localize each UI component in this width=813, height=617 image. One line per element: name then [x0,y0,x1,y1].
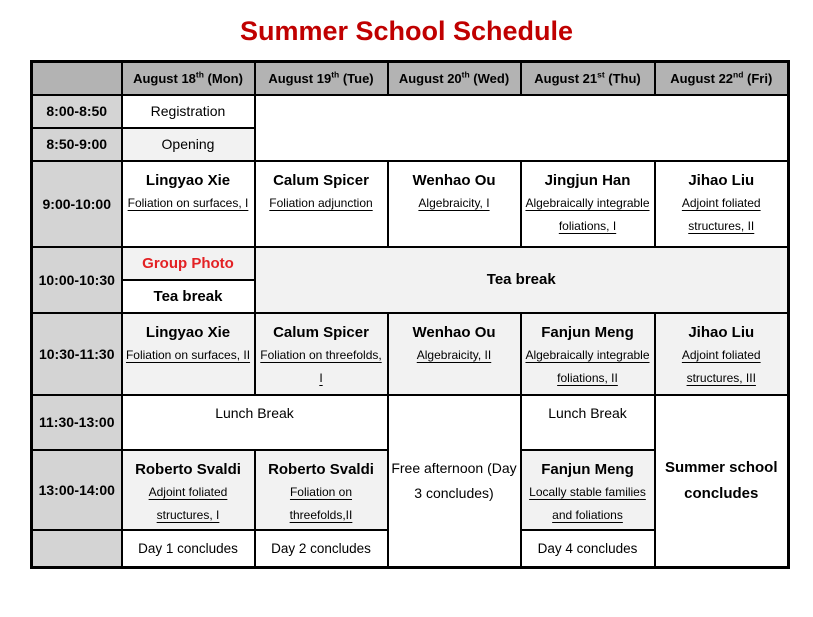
header-date: August 18 [133,70,196,86]
time-cell-0850: 8:50-9:00 [32,128,122,161]
header-tuesday [255,62,388,95]
header-thursday [521,62,655,95]
speaker-name: Fanjun Meng [541,323,634,341]
header-weekday: (Wed) [469,70,510,86]
schedule-table [30,60,790,569]
header-monday [122,62,255,95]
cell-day1-concludes: Day 1 concludes [122,530,255,568]
header-date: August 19 [268,70,332,86]
row-0800 [32,95,789,128]
time-cell-0900: 9:00-10:00 [32,161,122,247]
cell-talk-wed-mid [388,313,521,395]
cell-talk-fri-mid [655,313,789,395]
cell-lunch-thu: Lunch Break [521,395,655,450]
cell-opening: Opening [122,128,255,161]
cell-free-afternoon: Free afternoon (Day 3 concludes) [388,395,521,568]
schedule-page [0,16,813,569]
row-1030 [32,313,789,395]
row-0900 [32,161,789,247]
speaker-name: Lingyao Xie [145,171,231,189]
talk-title: Foliation adjunction [269,195,373,210]
cell-talk-thu-am [521,161,655,247]
cell-talk-thu-pm [521,450,655,530]
speaker-name: Jihao Liu [688,171,755,189]
talk-title: Foliation on surfaces, II [125,347,251,362]
talk-title: Adjoint foliated structures, II [681,195,761,233]
cell-tea-break-mon: Tea break [122,280,255,313]
speaker-name: Jingjun Han [544,171,631,189]
cell-registration: Registration [122,95,255,128]
talk-title: Adjoint foliated structures, I [148,484,228,522]
cell-day4-concludes: Day 4 concludes [521,530,655,568]
ordinal-superscript: st [597,69,605,80]
speaker-name: Calum Spicer [273,323,369,341]
ordinal-superscript: th [195,69,204,80]
time-cell-1000: 10:00-10:30 [32,247,122,313]
talk-title: Algebraicity, II [416,347,492,362]
cell-talk-mon-am [122,161,255,247]
talk-title: Locally stable families and foliations [529,484,646,522]
header-wednesday [388,62,521,95]
cell-day2-concludes: Day 2 concludes [255,530,388,568]
cell-lunch-mon-tue: Lunch Break [122,395,388,450]
speaker-name: Calum Spicer [273,171,369,189]
header-date: August 21 [534,70,598,86]
row-1000-group-photo [32,247,789,280]
header-weekday: (Tue) [339,70,374,86]
cell-talk-tue-pm [255,450,388,530]
speaker-name: Lingyao Xie [145,323,231,341]
cell-talk-tue-am [255,161,388,247]
time-cell-empty [32,530,122,568]
talk-title: Foliation on threefolds, I [260,347,382,385]
cell-talk-fri-am [655,161,789,247]
talk-title: Foliation on surfaces, I [127,195,249,210]
speaker-name: Jihao Liu [688,323,755,341]
talk-title: Algebraically integrable foliations, I [525,195,650,233]
cell-talk-mon-pm [122,450,255,530]
speaker-name: Wenhao Ou [412,171,496,189]
talk-title: Adjoint foliated structures, III [681,347,761,385]
cell-group-photo: Group Photo [122,247,255,280]
ordinal-superscript: th [331,69,340,80]
cell-summer-concludes: Summer school concludes [655,395,789,568]
row-1130 [32,395,789,450]
time-cell-1130: 11:30-13:00 [32,395,122,450]
cell-talk-thu-mid [521,313,655,395]
cell-tea-break-merged: Tea break [255,247,789,313]
ordinal-superscript: th [461,69,470,80]
speaker-name: Roberto Svaldi [135,460,241,478]
cell-talk-tue-mid [255,313,388,395]
talk-title: Algebraically integrable foliations, II [525,347,650,385]
header-weekday: (Thu) [604,70,641,86]
header-weekday: (Mon) [203,70,243,86]
corner-cell [32,62,122,95]
page-title: Summer School Schedule [239,16,574,46]
header-weekday: (Fri) [743,70,773,86]
time-cell-0800: 8:00-8:50 [32,95,122,128]
speaker-name: Fanjun Meng [541,460,634,478]
header-date: August 20 [398,70,462,86]
cell-early-empty [255,95,789,161]
ordinal-superscript: nd [733,69,744,80]
header-row [32,62,789,95]
cell-talk-mon-mid [122,313,255,395]
speaker-name: Roberto Svaldi [268,460,374,478]
talk-title: Algebraicity, I [418,195,490,210]
time-cell-1030: 10:30-11:30 [32,313,122,395]
speaker-name: Wenhao Ou [412,323,496,341]
cell-talk-wed-am [388,161,521,247]
header-friday [655,62,789,95]
header-date: August 22 [670,70,734,86]
talk-title: Foliation on threefolds,II [289,484,353,522]
time-cell-1300: 13:00-14:00 [32,450,122,530]
